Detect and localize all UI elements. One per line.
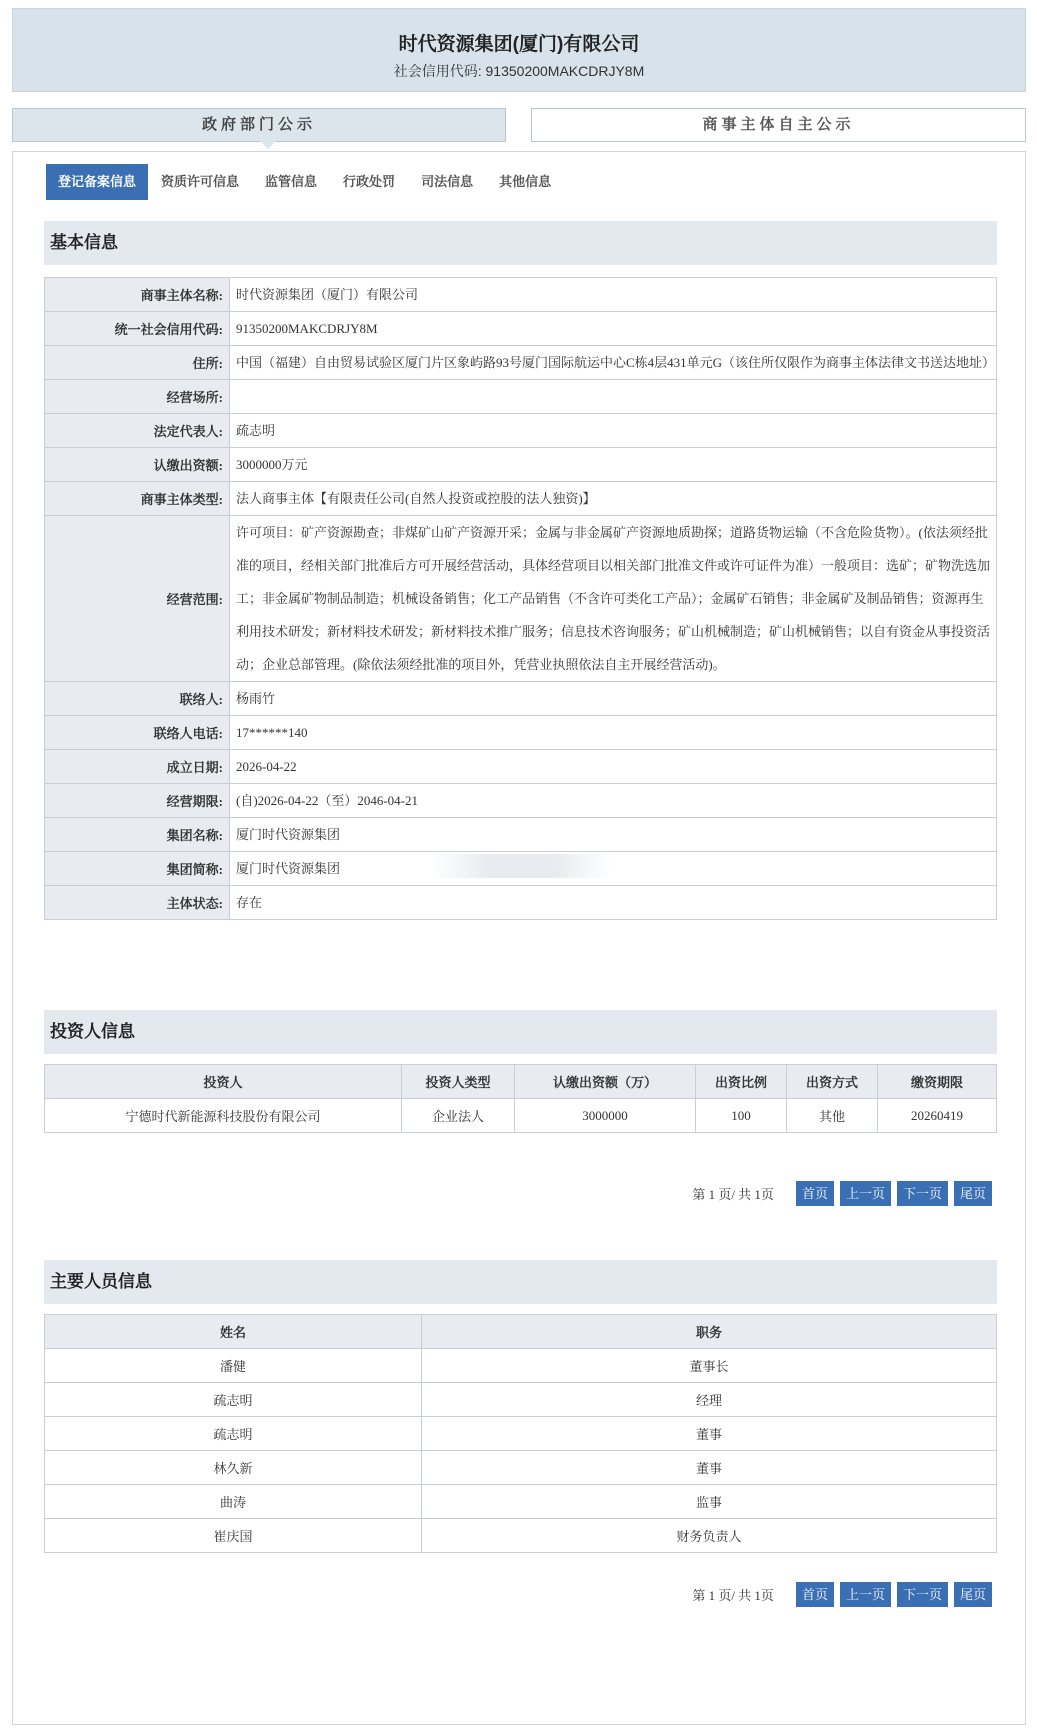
field-value: 存在 xyxy=(230,886,997,920)
tab-government-disclosure[interactable]: 政府部门公示 xyxy=(12,108,506,142)
table-cell: 其他 xyxy=(787,1099,878,1133)
col-investor: 投资人 xyxy=(45,1065,402,1099)
basic-info-row xyxy=(45,818,997,852)
basic-info-row xyxy=(45,716,997,750)
subtab-other[interactable]: 其他信息 xyxy=(499,174,552,189)
table-cell: 董事长 xyxy=(422,1349,997,1383)
field-label: 认缴出资额: xyxy=(45,448,230,482)
basic-info-row xyxy=(45,482,997,516)
table-cell: 疏志明 xyxy=(45,1417,422,1451)
next-page-button[interactable]: 下一页 xyxy=(897,1181,948,1206)
subtab-registration[interactable]: 登记备案信息 xyxy=(46,164,148,200)
col-investor-type: 投资人类型 xyxy=(402,1065,515,1099)
field-value: 3000000万元 xyxy=(230,448,997,482)
company-title: 时代资源集团(厦门)有限公司 xyxy=(398,34,640,55)
table-cell: 监事 xyxy=(422,1485,997,1519)
field-label: 经营场所: xyxy=(45,380,230,414)
col-name: 姓名 xyxy=(45,1315,422,1349)
field-value xyxy=(230,380,997,414)
tab-self-disclosure[interactable]: 商事主体自主公示 xyxy=(531,108,1026,142)
table-cell: 100 xyxy=(696,1099,787,1133)
basic-info-row xyxy=(45,278,997,312)
table-cell: 宁德时代新能源科技股份有限公司 xyxy=(45,1099,402,1133)
table-cell: 经理 xyxy=(422,1383,997,1417)
basic-info-table xyxy=(44,277,997,920)
credit-code-line: 社会信用代码: 91350200MAKCDRJY8M xyxy=(393,63,645,79)
redaction-blur xyxy=(431,854,611,878)
last-page-button[interactable]: 尾页 xyxy=(954,1181,992,1206)
field-label: 商事主体名称: xyxy=(45,278,230,312)
field-label: 统一社会信用代码: xyxy=(45,312,230,346)
basic-info-row xyxy=(45,346,997,380)
field-value: 时代资源集团（厦门）有限公司 xyxy=(230,278,997,312)
field-value: 91350200MAKCDRJY8M xyxy=(230,312,997,346)
field-label: 集团简称: xyxy=(45,852,230,886)
field-value: (自)2026-04-22（至）2046-04-21 xyxy=(230,784,997,818)
page-header xyxy=(12,8,1026,92)
prev-page-button[interactable]: 上一页 xyxy=(840,1181,891,1206)
table-cell: 曲涛 xyxy=(45,1485,422,1519)
basic-info-row xyxy=(45,750,997,784)
table-row xyxy=(45,1349,997,1383)
col-deadline: 缴资期限 xyxy=(878,1065,997,1099)
prev-page-button[interactable]: 上一页 xyxy=(840,1582,891,1607)
table-cell: 董事 xyxy=(422,1451,997,1485)
field-value: 许可项目：矿产资源勘查；非煤矿山矿产资源开采；金属与非金属矿产资源地质勘探；道路货物运输（不含危险货物）。(依法须经批准的项目，经相关部门批准后方可开展经营活动，具体经营项目以相关部门批准文件或许可证件为准）一般项目：选矿；矿物洗选加工；非金属矿物制品制造；机械设备销售；化工产品销售（不含许可类化工产品）；金属矿石销售；非金属矿及制品销售；资源再生利用技术研发；新材料技术研发；新材料技术推广服务；信息技术咨询服务；矿山机械制造；矿山机械销售；以自有资金从事投资活动；企业总部管理。(除依法须经批准的项目外，凭营业执照依法自主开展经营活动)。 xyxy=(230,516,997,682)
content-panel xyxy=(12,151,1026,1725)
pager-info: 第 1 页/ 共 1页 xyxy=(692,1187,774,1202)
first-page-button[interactable]: 首页 xyxy=(796,1582,834,1607)
table-row xyxy=(45,1485,997,1519)
sub-tab-bar xyxy=(46,164,564,200)
table-row xyxy=(45,1099,997,1133)
col-method: 出资方式 xyxy=(787,1065,878,1099)
field-label: 住所: xyxy=(45,346,230,380)
field-label: 商事主体类型: xyxy=(45,482,230,516)
field-label: 成立日期: xyxy=(45,750,230,784)
field-label: 联络人电话: xyxy=(45,716,230,750)
table-row xyxy=(45,1383,997,1417)
personnel-info-title: 主要人员信息 xyxy=(44,1260,997,1304)
table-row xyxy=(45,1417,997,1451)
field-label: 法定代表人: xyxy=(45,414,230,448)
subtab-qualification[interactable]: 资质许可信息 xyxy=(161,174,240,189)
table-row xyxy=(45,1451,997,1485)
basic-info-row xyxy=(45,414,997,448)
table-cell: 20260419 xyxy=(878,1099,997,1133)
basic-info-row xyxy=(45,682,997,716)
basic-info-row xyxy=(45,784,997,818)
field-value: 疏志明 xyxy=(230,414,997,448)
field-label: 联络人: xyxy=(45,682,230,716)
field-value: 2026-04-22 xyxy=(230,750,997,784)
field-label: 经营范围: xyxy=(45,516,230,682)
basic-info-title: 基本信息 xyxy=(44,221,997,265)
investor-table xyxy=(44,1064,997,1133)
field-label: 集团名称: xyxy=(45,818,230,852)
table-cell: 3000000 xyxy=(515,1099,696,1133)
table-cell: 财务负责人 xyxy=(422,1519,997,1553)
basic-info-row xyxy=(45,886,997,920)
basic-info-row xyxy=(45,312,997,346)
table-cell: 林久新 xyxy=(45,1451,422,1485)
field-value: 厦门时代资源集团 xyxy=(230,818,997,852)
investor-pager xyxy=(692,1181,992,1206)
last-page-button[interactable]: 尾页 xyxy=(954,1582,992,1607)
basic-info-row xyxy=(45,448,997,482)
field-value: 厦门时代资源集团 xyxy=(230,852,997,886)
subtab-penalty[interactable]: 行政处罚 xyxy=(343,174,396,189)
table-row xyxy=(45,1519,997,1553)
col-ratio: 出资比例 xyxy=(696,1065,787,1099)
field-label: 经营期限: xyxy=(45,784,230,818)
table-cell: 董事 xyxy=(422,1417,997,1451)
col-subscribed-amount: 认缴出资额（万） xyxy=(515,1065,696,1099)
pager-info: 第 1 页/ 共 1页 xyxy=(692,1588,774,1603)
field-value: 17******140 xyxy=(230,716,997,750)
field-value: 中国（福建）自由贸易试验区厦门片区象屿路93号厦门国际航运中心C栋4层431单元G（该住所仅限作为商事主体法律文书送达地址） xyxy=(230,346,997,380)
field-value: 杨雨竹 xyxy=(230,682,997,716)
field-value: 法人商事主体【有限责任公司(自然人投资或控股的法人独资)】 xyxy=(230,482,997,516)
table-cell: 潘健 xyxy=(45,1349,422,1383)
table-cell: 企业法人 xyxy=(402,1099,515,1133)
first-page-button[interactable]: 首页 xyxy=(796,1181,834,1206)
investor-info-title: 投资人信息 xyxy=(44,1010,997,1054)
personnel-pager xyxy=(692,1582,992,1607)
table-cell: 崔庆国 xyxy=(45,1519,422,1553)
table-cell: 疏志明 xyxy=(45,1383,422,1417)
personnel-table xyxy=(44,1314,997,1553)
basic-info-row xyxy=(45,516,997,682)
subtab-supervision[interactable]: 监管信息 xyxy=(265,174,318,189)
basic-info-row xyxy=(45,380,997,414)
field-label: 主体状态: xyxy=(45,886,230,920)
subtab-judicial[interactable]: 司法信息 xyxy=(421,174,474,189)
col-position: 职务 xyxy=(422,1315,997,1349)
next-page-button[interactable]: 下一页 xyxy=(897,1582,948,1607)
